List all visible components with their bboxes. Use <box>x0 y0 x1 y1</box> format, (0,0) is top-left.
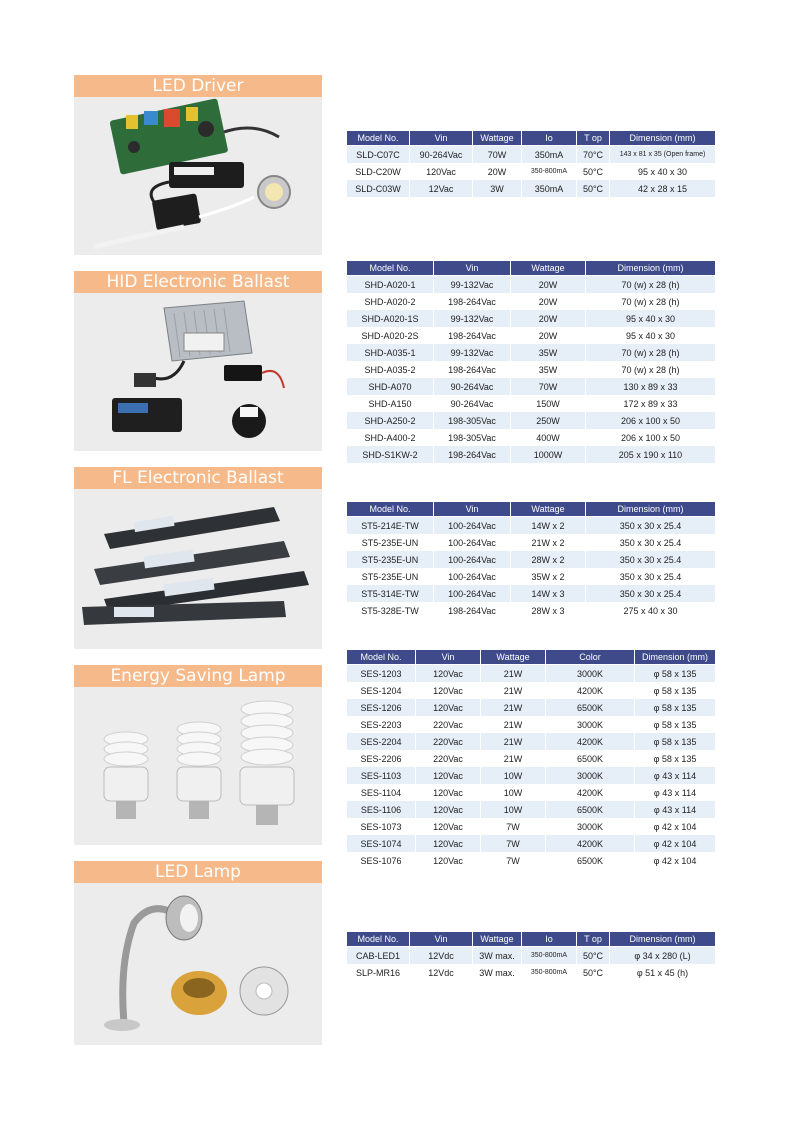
cell: 21W <box>481 665 545 682</box>
col-header: T op <box>577 131 609 146</box>
cell: 21W <box>481 750 545 767</box>
cell: 50°C <box>577 964 609 981</box>
cell: 350-800mA <box>522 964 576 981</box>
cell: 95 x 40 x 30 <box>586 327 715 344</box>
col-header: Wattage <box>481 650 545 665</box>
cell: 20W <box>473 163 521 180</box>
cell: 220Vac <box>416 716 480 733</box>
col-header: Color <box>546 650 634 665</box>
cell: 120Vac <box>416 852 480 869</box>
cell: SHD-A070 <box>347 378 433 395</box>
col-header: Dimension (mm) <box>635 650 715 665</box>
table-row <box>347 750 715 767</box>
col-header: Io <box>522 932 576 947</box>
cell: φ 51 x 45 (h) <box>610 964 715 981</box>
table-row <box>347 361 715 378</box>
cell: 350 x 30 x 25.4 <box>586 568 715 585</box>
cell: 4200K <box>546 682 634 699</box>
cell: 400W <box>511 429 585 446</box>
table-row <box>347 429 715 446</box>
cell: SHD-A250-2 <box>347 412 433 429</box>
cell: SES-1206 <box>347 699 415 716</box>
cell: 350mA <box>522 146 576 163</box>
cell: 206 x 100 x 50 <box>586 429 715 446</box>
cell: 350 x 30 x 25.4 <box>586 585 715 602</box>
cell: SES-1073 <box>347 818 415 835</box>
cell: SES-2203 <box>347 716 415 733</box>
cell: 35W <box>511 344 585 361</box>
cell: SES-1103 <box>347 767 415 784</box>
cell: 7W <box>481 835 545 852</box>
cell: 150W <box>511 395 585 412</box>
cell: 70 (w) x 28 (h) <box>586 344 715 361</box>
table-row <box>347 344 715 361</box>
cell: SHD-A020-1 <box>347 276 433 293</box>
table-row <box>347 568 715 585</box>
cell: 220Vac <box>416 733 480 750</box>
cell: 21W x 2 <box>511 534 585 551</box>
table-row <box>347 716 715 733</box>
col-header: Vin <box>434 502 510 517</box>
cell: SLD-C03W <box>347 180 409 197</box>
table-row <box>347 276 715 293</box>
table-row <box>347 395 715 412</box>
table-row <box>347 327 715 344</box>
cell: SES-1074 <box>347 835 415 852</box>
cell: φ 34 x 280 (L) <box>610 947 715 964</box>
cell: 20W <box>511 327 585 344</box>
table-row <box>347 446 715 463</box>
cell: ST5-235E-UN <box>347 534 433 551</box>
cell: 4200K <box>546 784 634 801</box>
col-header: Vin <box>416 650 480 665</box>
cell: 35W <box>511 361 585 378</box>
table-row <box>347 767 715 784</box>
cell: 206 x 100 x 50 <box>586 412 715 429</box>
col-header: Vin <box>410 131 472 146</box>
cell: 6500K <box>546 750 634 767</box>
cell: φ 43 x 114 <box>635 801 715 818</box>
cell: 172 x 89 x 33 <box>586 395 715 412</box>
cell: 3W <box>473 180 521 197</box>
cell: 143 x 81 x 35 (Open frame) <box>610 146 715 163</box>
cell: 6500K <box>546 852 634 869</box>
section-title-led-driver: LED Driver <box>74 75 322 97</box>
table-row <box>347 412 715 429</box>
cell: 3000K <box>546 716 634 733</box>
table-row <box>347 784 715 801</box>
cell: 120Vac <box>416 682 480 699</box>
col-header: Io <box>522 131 576 146</box>
cell: φ 43 x 114 <box>635 784 715 801</box>
cell: 7W <box>481 852 545 869</box>
cell: φ 58 x 135 <box>635 733 715 750</box>
table-row <box>347 682 715 699</box>
table-row <box>347 585 715 602</box>
hid-ballast-photo <box>74 293 322 451</box>
cell: 7W <box>481 818 545 835</box>
cell: 70W <box>473 146 521 163</box>
cell: 100-264Vac <box>434 534 510 551</box>
cell: CAB-LED1 <box>347 947 409 964</box>
cell: SLD-C07C <box>347 146 409 163</box>
cell: ST5-328E-TW <box>347 602 433 619</box>
table-row <box>347 517 715 534</box>
cell: 12Vac <box>410 180 472 197</box>
cell: 14W x 3 <box>511 585 585 602</box>
cell: SES-2204 <box>347 733 415 750</box>
cell: φ 42 x 104 <box>635 852 715 869</box>
cell: 120Vac <box>416 784 480 801</box>
cell: 99-132Vac <box>434 276 510 293</box>
cell: 28W x 3 <box>511 602 585 619</box>
col-header: Dimension (mm) <box>586 502 715 517</box>
cell: 12Vdc <box>410 947 472 964</box>
cell: 3000K <box>546 767 634 784</box>
cell: 120Vac <box>416 818 480 835</box>
cell: SHD-A020-1S <box>347 310 433 327</box>
cell: 3W max. <box>473 947 521 964</box>
cell: SLD-C20W <box>347 163 409 180</box>
led-lamp-photo <box>74 883 322 1045</box>
col-header: Wattage <box>511 502 585 517</box>
cell: 70 (w) x 28 (h) <box>586 293 715 310</box>
cell: 3000K <box>546 665 634 682</box>
cell: 198-305Vac <box>434 429 510 446</box>
cell: 50°C <box>577 180 609 197</box>
cell: ST5-235E-UN <box>347 568 433 585</box>
cell: 21W <box>481 699 545 716</box>
col-header: T op <box>577 932 609 947</box>
table-row <box>347 665 715 682</box>
cell: 90-264Vac <box>434 378 510 395</box>
cell: 99-132Vac <box>434 344 510 361</box>
cell: 3000K <box>546 818 634 835</box>
table-row <box>347 835 715 852</box>
section-title-energy-lamp: Energy Saving Lamp <box>74 665 322 687</box>
cell: SES-1204 <box>347 682 415 699</box>
cell: 198-305Vac <box>434 412 510 429</box>
cell: φ 58 x 135 <box>635 699 715 716</box>
cell: 35W x 2 <box>511 568 585 585</box>
cell: 21W <box>481 733 545 750</box>
cell: 350-800mA <box>522 163 576 180</box>
cell: 275 x 40 x 30 <box>586 602 715 619</box>
col-header: Dimension (mm) <box>586 261 715 276</box>
cell: SES-1106 <box>347 801 415 818</box>
cell: 198-264Vac <box>434 446 510 463</box>
col-header: Wattage <box>473 131 521 146</box>
cell: 90-264Vac <box>434 395 510 412</box>
cell: 120Vac <box>410 163 472 180</box>
cell: SES-1203 <box>347 665 415 682</box>
cell: 250W <box>511 412 585 429</box>
table-row <box>347 146 715 163</box>
led-lamp-spec-table <box>346 932 716 981</box>
cell: SHD-A020-2S <box>347 327 433 344</box>
cell: 10W <box>481 784 545 801</box>
cell: 90-264Vac <box>410 146 472 163</box>
energy-lamp-photo <box>74 687 322 845</box>
cell: 14W x 2 <box>511 517 585 534</box>
cell: 350 x 30 x 25.4 <box>586 551 715 568</box>
cell: SES-2206 <box>347 750 415 767</box>
cell: 99-132Vac <box>434 310 510 327</box>
cell: 21W <box>481 682 545 699</box>
cell: 70 (w) x 28 (h) <box>586 276 715 293</box>
cell: ST5-235E-UN <box>347 551 433 568</box>
cell: 12Vdc <box>410 964 472 981</box>
table-row <box>347 534 715 551</box>
cell: 21W <box>481 716 545 733</box>
cell: 95 x 40 x 30 <box>610 163 715 180</box>
cell: 350 x 30 x 25.4 <box>586 534 715 551</box>
energy-lamp-spec-table <box>346 650 716 869</box>
table-row <box>347 818 715 835</box>
cell: 95 x 40 x 30 <box>586 310 715 327</box>
cell: 70W <box>511 378 585 395</box>
section-title-led-lamp: LED Lamp <box>74 861 322 883</box>
cell: 4200K <box>546 733 634 750</box>
cell: SHD-S1KW-2 <box>347 446 433 463</box>
cell: 6500K <box>546 699 634 716</box>
cell: SHD-A150 <box>347 395 433 412</box>
cell: 20W <box>511 310 585 327</box>
cell: 120Vac <box>416 699 480 716</box>
cell: 50°C <box>577 163 609 180</box>
cell: 20W <box>511 276 585 293</box>
section-title-fl-ballast: FL Electronic Ballast <box>74 467 322 489</box>
cell: φ 43 x 114 <box>635 767 715 784</box>
cell: 130 x 89 x 33 <box>586 378 715 395</box>
col-header: Vin <box>410 932 472 947</box>
col-header: Vin <box>434 261 510 276</box>
col-header: Wattage <box>473 932 521 947</box>
cell: φ 58 x 135 <box>635 750 715 767</box>
cell: 42 x 28 x 15 <box>610 180 715 197</box>
cell: φ 58 x 135 <box>635 716 715 733</box>
col-header: Model No. <box>347 502 433 517</box>
cell: 198-264Vac <box>434 293 510 310</box>
cell: 205 x 190 x 110 <box>586 446 715 463</box>
cell: SHD-A035-2 <box>347 361 433 378</box>
cell: 70 (w) x 28 (h) <box>586 361 715 378</box>
table-row <box>347 964 715 981</box>
cell: 1000W <box>511 446 585 463</box>
cell: SHD-A035-1 <box>347 344 433 361</box>
cell: 220Vac <box>416 750 480 767</box>
cell: SLP-MR16 <box>347 964 409 981</box>
cell: φ 58 x 135 <box>635 665 715 682</box>
cell: 100-264Vac <box>434 517 510 534</box>
table-row <box>347 378 715 395</box>
cell: 20W <box>511 293 585 310</box>
cell: 28W x 2 <box>511 551 585 568</box>
cell: SES-1104 <box>347 784 415 801</box>
col-header: Model No. <box>347 932 409 947</box>
cell: 70°C <box>577 146 609 163</box>
cell: 3W max. <box>473 964 521 981</box>
col-header: Model No. <box>347 131 409 146</box>
table-row <box>347 801 715 818</box>
cell: 4200K <box>546 835 634 852</box>
cell: 120Vac <box>416 767 480 784</box>
cell: 50°C <box>577 947 609 964</box>
cell: 100-264Vac <box>434 551 510 568</box>
cell: ST5-214E-TW <box>347 517 433 534</box>
col-header: Wattage <box>511 261 585 276</box>
table-row <box>347 163 715 180</box>
hid-ballast-spec-table <box>346 261 716 463</box>
cell: 350 x 30 x 25.4 <box>586 517 715 534</box>
fl-ballast-photo <box>74 489 322 649</box>
cell: φ 42 x 104 <box>635 835 715 852</box>
table-row <box>347 947 715 964</box>
table-row <box>347 180 715 197</box>
section-title-hid-ballast: HID Electronic Ballast <box>74 271 322 293</box>
led-driver-spec-table <box>346 131 716 197</box>
fl-ballast-spec-table <box>346 502 716 619</box>
col-header: Model No. <box>347 650 415 665</box>
cell: 120Vac <box>416 835 480 852</box>
cell: 198-264Vac <box>434 361 510 378</box>
cell: SHD-A400-2 <box>347 429 433 446</box>
cell: SES-1076 <box>347 852 415 869</box>
table-row <box>347 733 715 750</box>
cell: 120Vac <box>416 665 480 682</box>
table-row <box>347 699 715 716</box>
table-row <box>347 293 715 310</box>
cell: ST5-314E-TW <box>347 585 433 602</box>
cell: φ 42 x 104 <box>635 818 715 835</box>
table-row <box>347 310 715 327</box>
cell: SHD-A020-2 <box>347 293 433 310</box>
cell: 350mA <box>522 180 576 197</box>
col-header: Model No. <box>347 261 433 276</box>
cell: 100-264Vac <box>434 568 510 585</box>
cell: 198-264Vac <box>434 602 510 619</box>
cell: φ 58 x 135 <box>635 682 715 699</box>
table-row <box>347 852 715 869</box>
cell: 198-264Vac <box>434 327 510 344</box>
table-row <box>347 551 715 568</box>
cell: 10W <box>481 767 545 784</box>
cell: 10W <box>481 801 545 818</box>
col-header: Dimension (mm) <box>610 932 715 947</box>
cell: 350-800mA <box>522 947 576 964</box>
led-driver-photo <box>74 97 322 255</box>
cell: 100-264Vac <box>434 585 510 602</box>
col-header: Dimension (mm) <box>610 131 715 146</box>
cell: 6500K <box>546 801 634 818</box>
table-row <box>347 602 715 619</box>
cell: 120Vac <box>416 801 480 818</box>
